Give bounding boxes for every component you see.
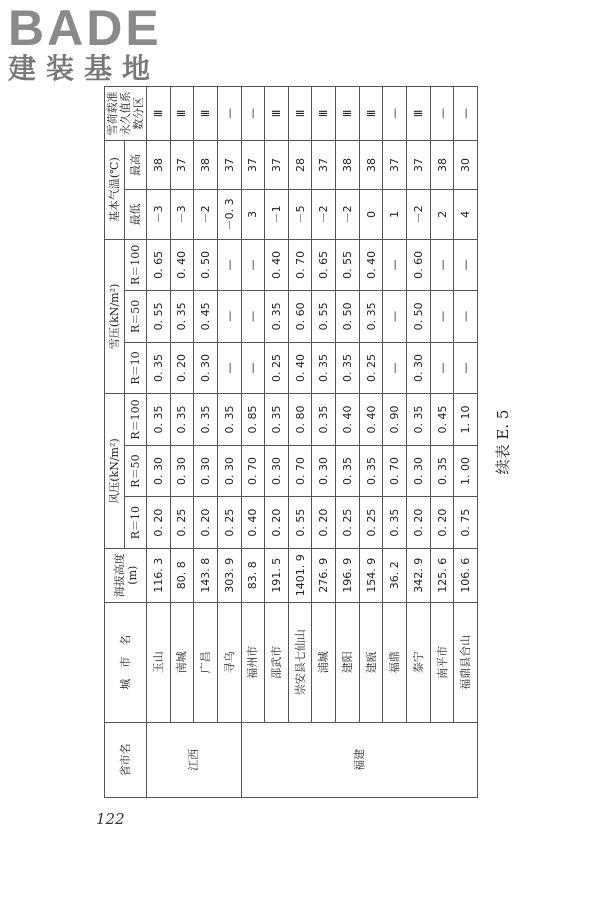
value-cell-w10: 0. 20: [265, 497, 289, 549]
city-cell: 玉山: [147, 602, 171, 722]
value-cell-zone: Ⅲ: [170, 87, 194, 141]
value-cell-s10: 0. 30: [407, 342, 431, 394]
table-row: [288, 87, 312, 798]
value-cell-w100: 0. 40: [359, 394, 383, 446]
value-cell-s10: 0. 35: [312, 342, 336, 394]
city-cell: 福州市: [241, 602, 265, 722]
value-cell-zone: —: [454, 87, 478, 141]
header-snow-zone: 雪荷载准永久值系数分区: [105, 87, 147, 141]
value-cell-w10: 0. 75: [454, 497, 478, 549]
value-cell-tmax: 37: [217, 140, 241, 189]
table-row: [265, 87, 289, 798]
header-wind-r50: R＝50: [125, 445, 147, 497]
value-cell-w100: 0. 35: [194, 394, 218, 446]
city-cell: 建瓯: [359, 602, 383, 722]
value-cell-tmin: －0. 3: [217, 190, 241, 239]
value-cell-w100: 0. 80: [288, 394, 312, 446]
page-number: 122: [96, 810, 125, 828]
value-cell-w50: 0. 35: [336, 445, 360, 497]
value-cell-s50: 0. 35: [170, 291, 194, 343]
value-cell-s50: —: [454, 291, 478, 343]
table-row: [407, 87, 431, 798]
table-header: [105, 87, 147, 798]
value-cell-s100: 0. 70: [288, 239, 312, 291]
value-cell-w100: 0. 35: [312, 394, 336, 446]
value-cell-w50: 0. 30: [407, 445, 431, 497]
header-province: 省市名: [105, 722, 147, 797]
value-cell-alt: 303. 9: [217, 548, 241, 602]
table-row: [359, 87, 383, 798]
city-cell: 南平市: [430, 602, 454, 722]
value-cell-s10: —: [430, 342, 454, 394]
value-cell-w10: 0. 20: [407, 497, 431, 549]
value-cell-w50: 0. 70: [241, 445, 265, 497]
value-cell-tmin: －3: [147, 190, 171, 239]
table-row: [170, 87, 194, 798]
value-cell-alt: 36. 2: [383, 548, 407, 602]
table-caption: 续表 E. 5: [494, 409, 512, 475]
value-cell-s10: 0. 30: [194, 342, 218, 394]
table-row: [241, 87, 265, 798]
value-cell-s10: —: [383, 342, 407, 394]
value-cell-s100: 0. 40: [170, 239, 194, 291]
header-snow-r100: R＝100: [125, 239, 147, 291]
value-cell-alt: 1401. 9: [288, 548, 312, 602]
value-cell-s100: 0. 40: [265, 239, 289, 291]
value-cell-tmax: 37: [407, 140, 431, 189]
value-cell-tmin: －2: [407, 190, 431, 239]
header-snow-pressure: 雪压(kN/m²): [105, 239, 125, 394]
value-cell-w10: 0. 20: [147, 497, 171, 549]
logo-wordmark: BADE: [8, 0, 162, 56]
value-cell-w100: 0. 45: [430, 394, 454, 446]
value-cell-w50: 0. 30: [312, 445, 336, 497]
value-cell-s100: 0. 40: [359, 239, 383, 291]
value-cell-s50: 0. 60: [288, 291, 312, 343]
value-cell-w10: 0. 25: [359, 497, 383, 549]
value-cell-s100: —: [217, 239, 241, 291]
value-cell-tmin: －2: [336, 190, 360, 239]
value-cell-s50: —: [217, 291, 241, 343]
value-cell-tmin: －5: [288, 190, 312, 239]
value-cell-w50: 0. 30: [217, 445, 241, 497]
value-cell-alt: 276. 9: [312, 548, 336, 602]
value-cell-s10: —: [454, 342, 478, 394]
value-cell-alt: 125. 6: [430, 548, 454, 602]
value-cell-tmax: 38: [147, 140, 171, 189]
value-cell-w100: 0. 35: [407, 394, 431, 446]
value-cell-s50: 0. 55: [147, 291, 171, 343]
value-cell-tmax: 30: [454, 140, 478, 189]
value-cell-alt: 154. 9: [359, 548, 383, 602]
city-cell: 泰宁: [407, 602, 431, 722]
value-cell-s100: 0. 60: [407, 239, 431, 291]
value-cell-zone: —: [241, 87, 265, 141]
value-cell-s50: —: [241, 291, 265, 343]
value-cell-w50: 0. 30: [170, 445, 194, 497]
table-row: [217, 87, 241, 798]
value-cell-tmin: －2: [312, 190, 336, 239]
value-cell-w50: 0. 70: [288, 445, 312, 497]
province-cell: 福建: [241, 722, 477, 797]
value-cell-s50: 0. 35: [359, 291, 383, 343]
value-cell-s100: 0. 50: [194, 239, 218, 291]
city-cell: 福鼎: [383, 602, 407, 722]
value-cell-zone: —: [430, 87, 454, 141]
value-cell-s10: 0. 25: [265, 342, 289, 394]
value-cell-w50: 0. 35: [359, 445, 383, 497]
header-temp-min: 最低: [125, 190, 147, 239]
header-city: 城 市 名: [105, 602, 147, 722]
table-row: [194, 87, 218, 798]
value-cell-tmax: 38: [194, 140, 218, 189]
value-cell-zone: Ⅲ: [288, 87, 312, 141]
table-frame: [104, 86, 518, 798]
table-row: [336, 87, 360, 798]
table-body: [147, 87, 478, 798]
value-cell-w10: 0. 20: [312, 497, 336, 549]
city-cell: 邵武市: [265, 602, 289, 722]
value-cell-w50: 0. 35: [430, 445, 454, 497]
value-cell-s10: 0. 35: [147, 342, 171, 394]
table-row: [383, 87, 407, 798]
city-cell: 福鼎县台山: [454, 602, 478, 722]
value-cell-s100: 0. 55: [336, 239, 360, 291]
value-cell-s50: 0. 55: [312, 291, 336, 343]
value-cell-zone: Ⅲ: [147, 87, 171, 141]
city-cell: 建阳: [336, 602, 360, 722]
value-cell-tmin: 2: [430, 190, 454, 239]
table-row: [454, 87, 478, 798]
value-cell-tmax: 37: [265, 140, 289, 189]
value-cell-w50: 1. 00: [454, 445, 478, 497]
value-cell-s100: —: [383, 239, 407, 291]
value-cell-w10: 0. 35: [383, 497, 407, 549]
value-cell-s50: 0. 45: [194, 291, 218, 343]
value-cell-w50: 0. 30: [147, 445, 171, 497]
value-cell-tmin: －1: [265, 190, 289, 239]
value-cell-zone: Ⅲ: [359, 87, 383, 141]
value-cell-w100: 0. 35: [147, 394, 171, 446]
value-cell-w10: 0. 20: [430, 497, 454, 549]
value-cell-w50: 0. 30: [265, 445, 289, 497]
value-cell-w100: 1. 10: [454, 394, 478, 446]
value-cell-s10: 0. 35: [336, 342, 360, 394]
value-cell-s100: 0. 65: [147, 239, 171, 291]
value-cell-w100: 0. 35: [217, 394, 241, 446]
header-snow-r50: R＝50: [125, 291, 147, 343]
value-cell-s10: —: [217, 342, 241, 394]
table-row: [312, 87, 336, 798]
value-cell-w10: 0. 25: [217, 497, 241, 549]
value-cell-tmin: 3: [241, 190, 265, 239]
city-cell: 南城: [170, 602, 194, 722]
value-cell-s10: —: [241, 342, 265, 394]
value-cell-w10: 0. 40: [241, 497, 265, 549]
value-cell-w10: 0. 55: [288, 497, 312, 549]
value-cell-w100: 0. 40: [336, 394, 360, 446]
value-cell-s10: 0. 40: [288, 342, 312, 394]
value-cell-zone: Ⅲ: [265, 87, 289, 141]
value-cell-s50: —: [383, 291, 407, 343]
value-cell-s50: 0. 35: [265, 291, 289, 343]
value-cell-s10: 0. 20: [170, 342, 194, 394]
value-cell-tmin: 4: [454, 190, 478, 239]
value-cell-zone: Ⅲ: [407, 87, 431, 141]
value-cell-w10: 0. 25: [170, 497, 194, 549]
value-cell-s50: 0. 50: [336, 291, 360, 343]
value-cell-alt: 196. 9: [336, 548, 360, 602]
value-cell-w50: 0. 70: [383, 445, 407, 497]
header-base-temperature: 基本气温(℃): [105, 140, 125, 239]
header-snow-r10: R＝10: [125, 342, 147, 394]
value-cell-tmax: 38: [359, 140, 383, 189]
header-altitude: 海拔高度(m): [105, 548, 147, 602]
value-cell-tmin: 0: [359, 190, 383, 239]
value-cell-tmax: 28: [288, 140, 312, 189]
header-wind-r10: R＝10: [125, 497, 147, 549]
value-cell-tmin: 1: [383, 190, 407, 239]
value-cell-tmax: 37: [170, 140, 194, 189]
value-cell-tmax: 37: [312, 140, 336, 189]
value-cell-alt: 106. 6: [454, 548, 478, 602]
value-cell-w100: 0. 35: [170, 394, 194, 446]
value-cell-tmax: 37: [383, 140, 407, 189]
value-cell-tmax: 38: [430, 140, 454, 189]
value-cell-s10: 0. 25: [359, 342, 383, 394]
value-cell-w10: 0. 25: [336, 497, 360, 549]
value-cell-alt: 143. 8: [194, 548, 218, 602]
value-cell-zone: —: [217, 87, 241, 141]
city-cell: 寻乌: [217, 602, 241, 722]
value-cell-s100: —: [241, 239, 265, 291]
header-wind-r100: R＝100: [125, 394, 147, 446]
value-cell-zone: Ⅲ: [336, 87, 360, 141]
value-cell-s100: 0. 65: [312, 239, 336, 291]
table-row: [430, 87, 454, 798]
value-cell-zone: —: [383, 87, 407, 141]
value-cell-s100: —: [430, 239, 454, 291]
value-cell-alt: 83. 8: [241, 548, 265, 602]
rotated-table-area: [104, 86, 518, 798]
value-cell-s50: —: [430, 291, 454, 343]
value-cell-w100: 0. 35: [265, 394, 289, 446]
city-cell: 广昌: [194, 602, 218, 722]
city-cell: 崇安县七仙山: [288, 602, 312, 722]
bade-logo: [8, 2, 178, 86]
value-cell-tmin: －2: [194, 190, 218, 239]
value-cell-tmax: 37: [241, 140, 265, 189]
value-cell-w10: 0. 20: [194, 497, 218, 549]
value-cell-s100: —: [454, 239, 478, 291]
value-cell-alt: 191. 5: [265, 548, 289, 602]
header-temp-max: 最高: [125, 140, 147, 189]
province-cell: 江西: [147, 722, 242, 797]
value-cell-w100: 0. 90: [383, 394, 407, 446]
value-cell-alt: 342. 9: [407, 548, 431, 602]
value-cell-zone: Ⅲ: [312, 87, 336, 141]
logo-subtitle: 建装基地: [8, 52, 161, 85]
value-cell-w100: 0. 85: [241, 394, 265, 446]
value-cell-tmin: －3: [170, 190, 194, 239]
climate-data-table: [104, 86, 478, 798]
city-cell: 浦城: [312, 602, 336, 722]
value-cell-s50: 0. 50: [407, 291, 431, 343]
value-cell-tmax: 38: [336, 140, 360, 189]
value-cell-alt: 116. 3: [147, 548, 171, 602]
table-row: [147, 87, 171, 798]
value-cell-w50: 0. 30: [194, 445, 218, 497]
value-cell-zone: Ⅲ: [194, 87, 218, 141]
header-wind-pressure: 风压(kN/m²): [105, 394, 125, 549]
value-cell-alt: 80. 8: [170, 548, 194, 602]
